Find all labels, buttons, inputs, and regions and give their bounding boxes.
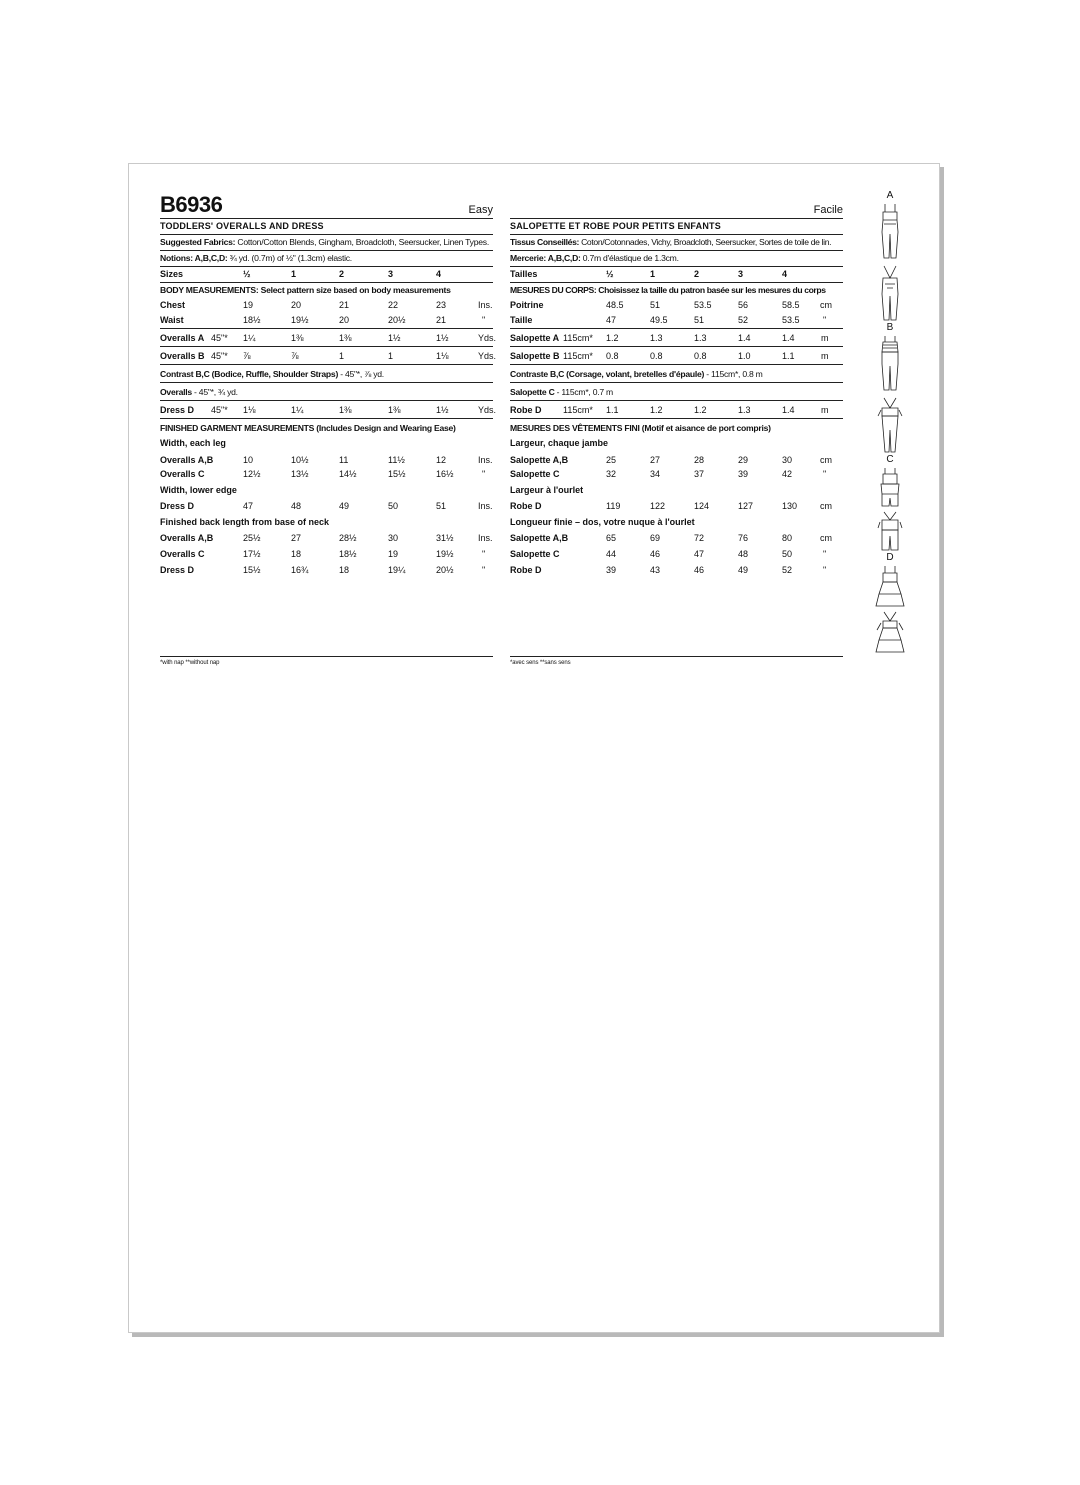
notions: Mercerie: A,B,C,D: 0.7m d'élastique de 1.3cm. xyxy=(510,251,843,267)
contrast-yardage: Contrast B,C (Bodice, Ruffle, Shoulder Straps) - 45"*, ⅞ yd. xyxy=(160,365,493,383)
pattern-number: B6936 xyxy=(160,192,223,217)
table-row: Dress D 47 48 49 50 51 Ins. xyxy=(160,501,493,511)
dress-front-sketch-icon xyxy=(873,564,907,608)
sizes-row: Tailles ½ 1 2 3 4 xyxy=(510,267,843,283)
table-row: Overalls C 12½ 13½ 14½ 15½ 16½ " xyxy=(160,469,486,479)
french-header xyxy=(510,192,843,219)
overalls-b-front-sketch-icon xyxy=(875,334,905,392)
table-row: Overalls B 45"* ⅞ ⅞ 1 1 1⅛ Yds. xyxy=(160,347,493,365)
table-row: Taille 47 49.5 51 52 53.5 " xyxy=(510,313,843,329)
view-sketches xyxy=(868,190,912,654)
section-heading: Largeur à l'ourlet xyxy=(510,485,584,495)
section-heading: Width, each leg xyxy=(160,438,226,448)
english-header xyxy=(160,192,493,219)
body-measurements-heading: BODY MEASUREMENTS: Select pattern size based on body measurements xyxy=(160,285,451,295)
suggested-fabrics: Tissus Conseillés: Coton/Cotonnades, Vichy, Broadcloth, Seersucker, Sortes de toile de lin. xyxy=(510,235,843,251)
table-row: Waist 18½ 19½ 20 20½ 21 " xyxy=(160,313,493,329)
view-label-d: D xyxy=(886,552,894,563)
view-label-b: B xyxy=(886,322,894,333)
overalls-b-back-sketch-icon xyxy=(875,396,905,454)
french-column xyxy=(510,192,843,666)
body-measurements-heading: MESURES DU CORPS: Choisissez la taille du patron basée sur les mesures du corps xyxy=(510,285,826,295)
section-heading: Width, lower edge xyxy=(160,485,237,495)
dress-back-sketch-icon xyxy=(873,610,907,654)
overalls-front-sketch-icon xyxy=(875,202,905,260)
table-row: Dress D 45"* 1⅛ 1¼ 1⅜ 1⅜ 1½ Yds. xyxy=(160,401,493,419)
view-label-c: C xyxy=(886,454,894,465)
overalls-c-yardage: Salopette C - 115cm*, 0.7 m xyxy=(510,383,843,401)
table-row: Salopette B 115cm* 0.8 0.8 0.8 1.0 1.1 m xyxy=(510,347,843,365)
table-row: Robe D 119 122 124 127 130 cm xyxy=(510,501,832,511)
table-row: Overalls A,B 10 10½ 11 11½ 12 Ins. xyxy=(160,455,493,465)
overalls-c-front-sketch-icon xyxy=(875,466,905,508)
garment-title: TODDLERS' OVERALLS AND DRESS xyxy=(160,219,493,235)
view-label-a: A xyxy=(886,190,894,201)
pattern-sheet xyxy=(128,163,940,1333)
section-heading: Finished back length from base of neck xyxy=(160,517,330,527)
table-row: Salopette C 32 34 37 39 42 " xyxy=(510,469,827,479)
overalls-c-back-sketch-icon xyxy=(875,510,905,552)
table-row: Salopette C 44 46 47 48 50 " xyxy=(510,549,827,559)
table-row: Overalls C 17½ 18 18½ 19 19½ " xyxy=(160,549,486,559)
finished-measurements-heading: FINISHED GARMENT MEASUREMENTS (Includes Design and Wearing Ease) xyxy=(160,423,456,433)
difficulty-level: Facile xyxy=(813,204,843,216)
table-row: Poitrine 48.5 51 53.5 56 58.5 cm xyxy=(510,300,832,310)
table-row: Salopette A,B 65 69 72 76 80 cm xyxy=(510,533,832,543)
difficulty-level: Easy xyxy=(468,204,493,216)
table-row: Salopette A 115cm* 1.2 1.3 1.3 1.4 1.4 m xyxy=(510,329,843,347)
table-row: Dress D 15½ 16¾ 18 19¼ 20½ " xyxy=(160,565,486,575)
overalls-back-sketch-icon xyxy=(875,264,905,322)
footnote: *with nap **without nap xyxy=(160,656,493,666)
sizes-row: Sizes ½ 1 2 3 4 xyxy=(160,267,493,283)
table-row: Robe D 115cm* 1.1 1.2 1.2 1.3 1.4 m xyxy=(510,401,843,419)
suggested-fabrics: Suggested Fabrics: Cotton/Cotton Blends, Gingham, Broadcloth, Seersucker, Linen Types. xyxy=(160,235,493,251)
table-row: Overalls A,B 25½ 27 28½ 30 31½ Ins. xyxy=(160,533,493,543)
overalls-c-yardage: Overalls - 45"*, ¾ yd. xyxy=(160,383,493,401)
english-column xyxy=(160,192,497,666)
section-heading: Longueur finie – dos, votre nuque à l'ourlet xyxy=(510,517,695,527)
contrast-yardage: Contraste B,C (Corsage, volant, bretelles d'épaule) - 115cm*, 0.8 m xyxy=(510,365,843,383)
table-row: Salopette A,B 25 27 28 29 30 cm xyxy=(510,455,832,465)
table-row: Chest 19 20 21 22 23 Ins. xyxy=(160,300,493,310)
notions: Notions: A,B,C,D: ¾ yd. (0.7m) of ½" (1.3cm) elastic. xyxy=(160,251,493,267)
footnote: *avec sens **sans sens xyxy=(510,656,843,666)
section-heading: Largeur, chaque jambe xyxy=(510,438,609,448)
finished-measurements-heading: MESURES DES VÊTEMENTS FINI (Motif et aisance de port compris) xyxy=(510,423,771,433)
garment-title: SALOPETTE ET ROBE POUR PETITS ENFANTS xyxy=(510,219,843,235)
table-row: Robe D 39 43 46 49 52 " xyxy=(510,565,827,575)
table-row: Overalls A 45"* 1¼ 1⅜ 1⅜ 1½ 1½ Yds. xyxy=(160,329,493,347)
